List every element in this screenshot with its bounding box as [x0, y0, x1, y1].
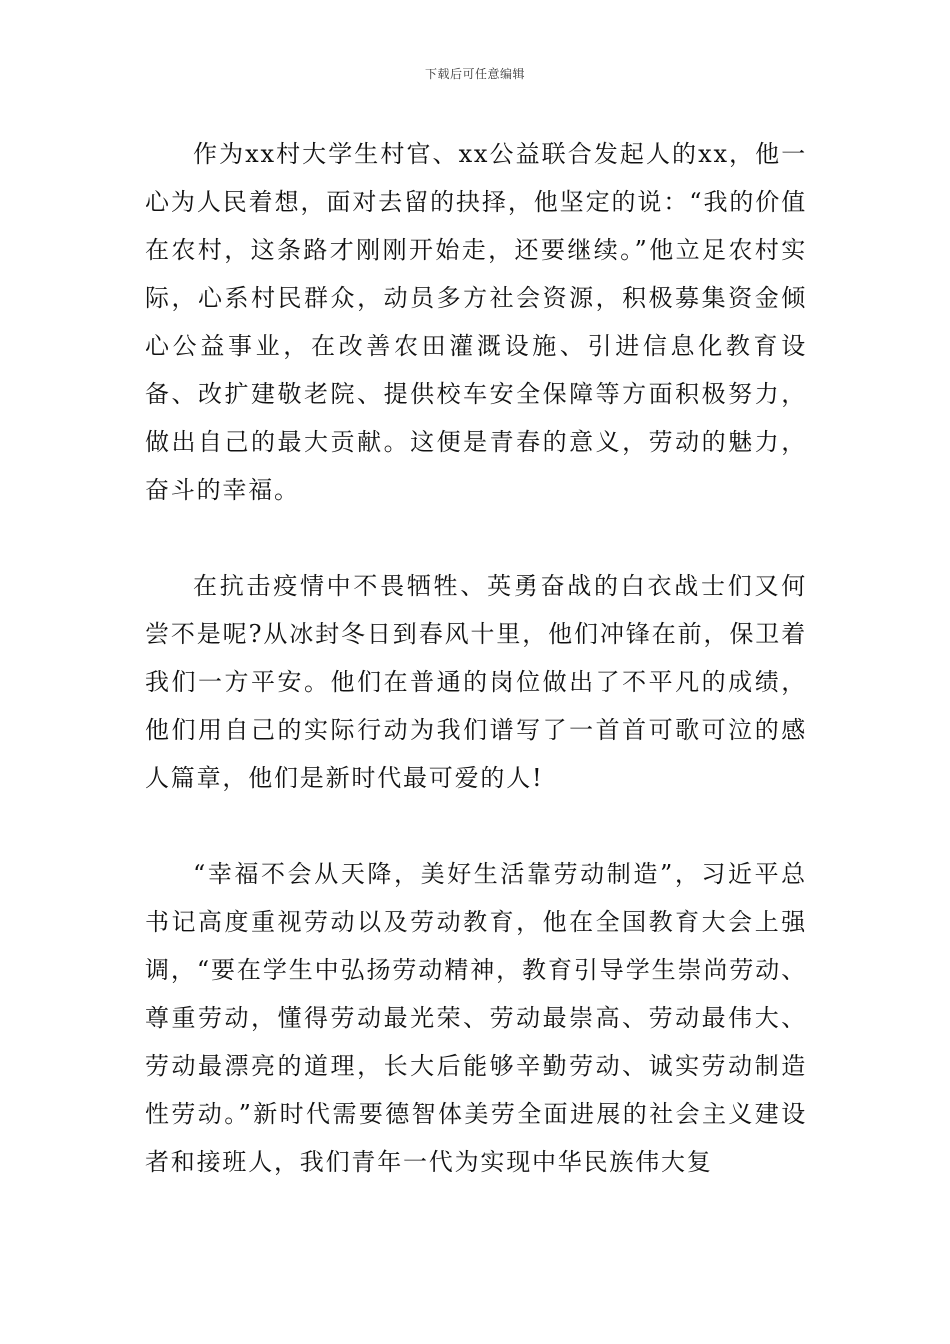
document-body: [145, 130, 807, 1186]
paragraph: 在抗击疫情中不畏牺牲、英勇奋战的白衣战士们又何尝不是呢?从冰封冬日到春风十里，他们冲锋在前，保卫着我们一方平安。他们在普通的岗位做出了不平凡的成绩，他们用自己的实际行动为我们谱写了一首首可歌可泣的感人篇章，他们是新时代最可爱的人!: [145, 572, 807, 792]
paragraph: 作为xx村大学生村官、xx公益联合发起人的xx，他一心为人民着想，面对去留的抉择，他坚定的说：“我的价值在农村，这条路才刚刚开始走，还要继续。”他立足农村实际，心系村民群众，动员多方社会资源，积极募集资金倾心公益事业，在改善农田灌溉设施、引进信息化教育设备、改扩建敬老院、提供校车安全保障等方面积极努力，做出自己的最大贡献。这便是青春的意义，劳动的魅力，奋斗的幸福。: [145, 140, 807, 504]
paragraph: “幸福不会从天降，美好生活靠劳动制造”，习近平总书记高度重视劳动以及劳动教育，他在全国教育大会上强调，“要在学生中弘扬劳动精神，教育引导学生崇尚劳动、尊重劳动，懂得劳动最光荣、劳动最崇高、劳动最伟大、劳动最漂亮的道理，长大后能够辛勤劳动、诚实劳动制造性劳动。”新时代需要德智体美劳全面进展的社会主义建设者和接班人，我们青年一代为实现中华民族伟大复: [145, 860, 807, 1176]
header-note: 下载后可任意编辑: [424, 67, 525, 81]
